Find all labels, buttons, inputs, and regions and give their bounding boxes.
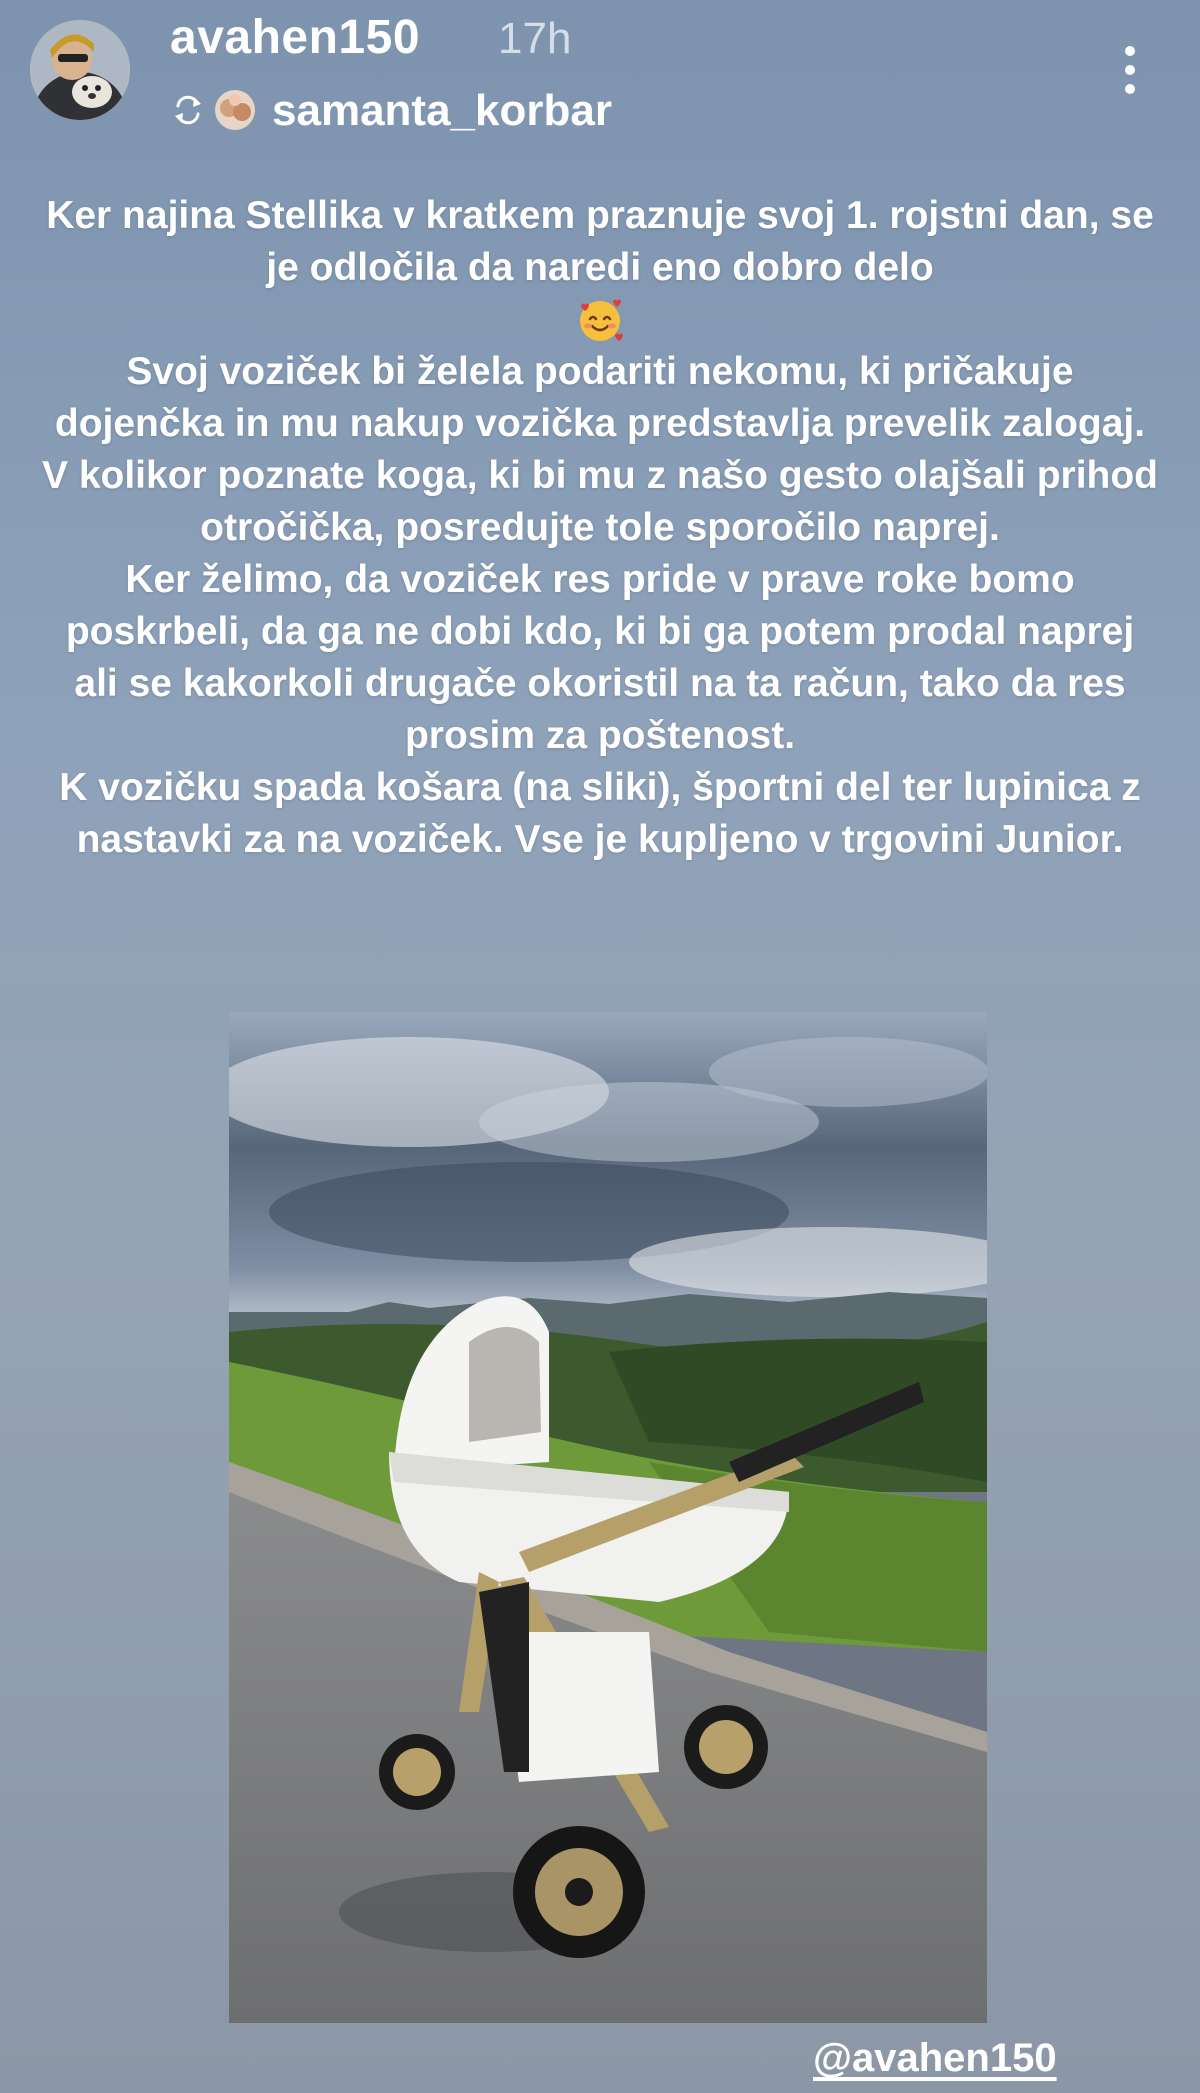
more-dot (1125, 65, 1135, 75)
repost-icon (170, 92, 206, 128)
caption-paragraph-1: Ker najina Stellika v kratkem praznuje svoj 1. rojstni dan, se je odločila da naredi eno dobro delo (46, 194, 1154, 289)
repost-username[interactable]: samanta_korbar (272, 86, 612, 135)
stroller-photo-illustration (229, 1012, 987, 2023)
white-baby-stroller-photo (229, 1012, 987, 2023)
caption-paragraph-4: K vozičku spada košara (na sliki), športni del ter lupinica z nastavki za na voziček. Vse je kupljeno v trgovini Junior. (59, 766, 1141, 861)
story-timestamp: 17h (498, 14, 572, 63)
more-dot (1125, 84, 1135, 94)
emoji-icon (575, 295, 625, 345)
caption-paragraph-2: Svoj voziček bi želela podariti nekomu, ki pričakuje dojenčka in mu nakup vozička predstavlja prevelik zalogaj. V kolikor poznate koga, ki bi mu z našo gesto olajšali prihod otročička, posredujte tole sporočilo naprej. (41, 350, 1159, 549)
story-header (0, 0, 1200, 150)
more-vertical-icon[interactable] (1110, 40, 1150, 100)
more-dot (1125, 46, 1135, 56)
story-username[interactable]: avahen150 (170, 11, 421, 64)
repost-avatar-image (215, 90, 255, 130)
smiling-face-with-hearts-emoji (40, 294, 1160, 346)
story-caption (40, 190, 1160, 866)
profile-avatar[interactable] (30, 20, 130, 120)
mention-link[interactable]: @avahen150 (813, 2036, 1057, 2080)
caption-paragraph-3: Ker želimo, da voziček res pride v prave roke bomo poskrbeli, da ga ne dobi kdo, ki bi ga potem prodal naprej ali se kakorkoli drugače okoristil na ta račun, tako da res prosim za poštenost. (65, 558, 1135, 757)
repost-avatar[interactable] (215, 90, 255, 130)
avatar-image (30, 20, 130, 120)
